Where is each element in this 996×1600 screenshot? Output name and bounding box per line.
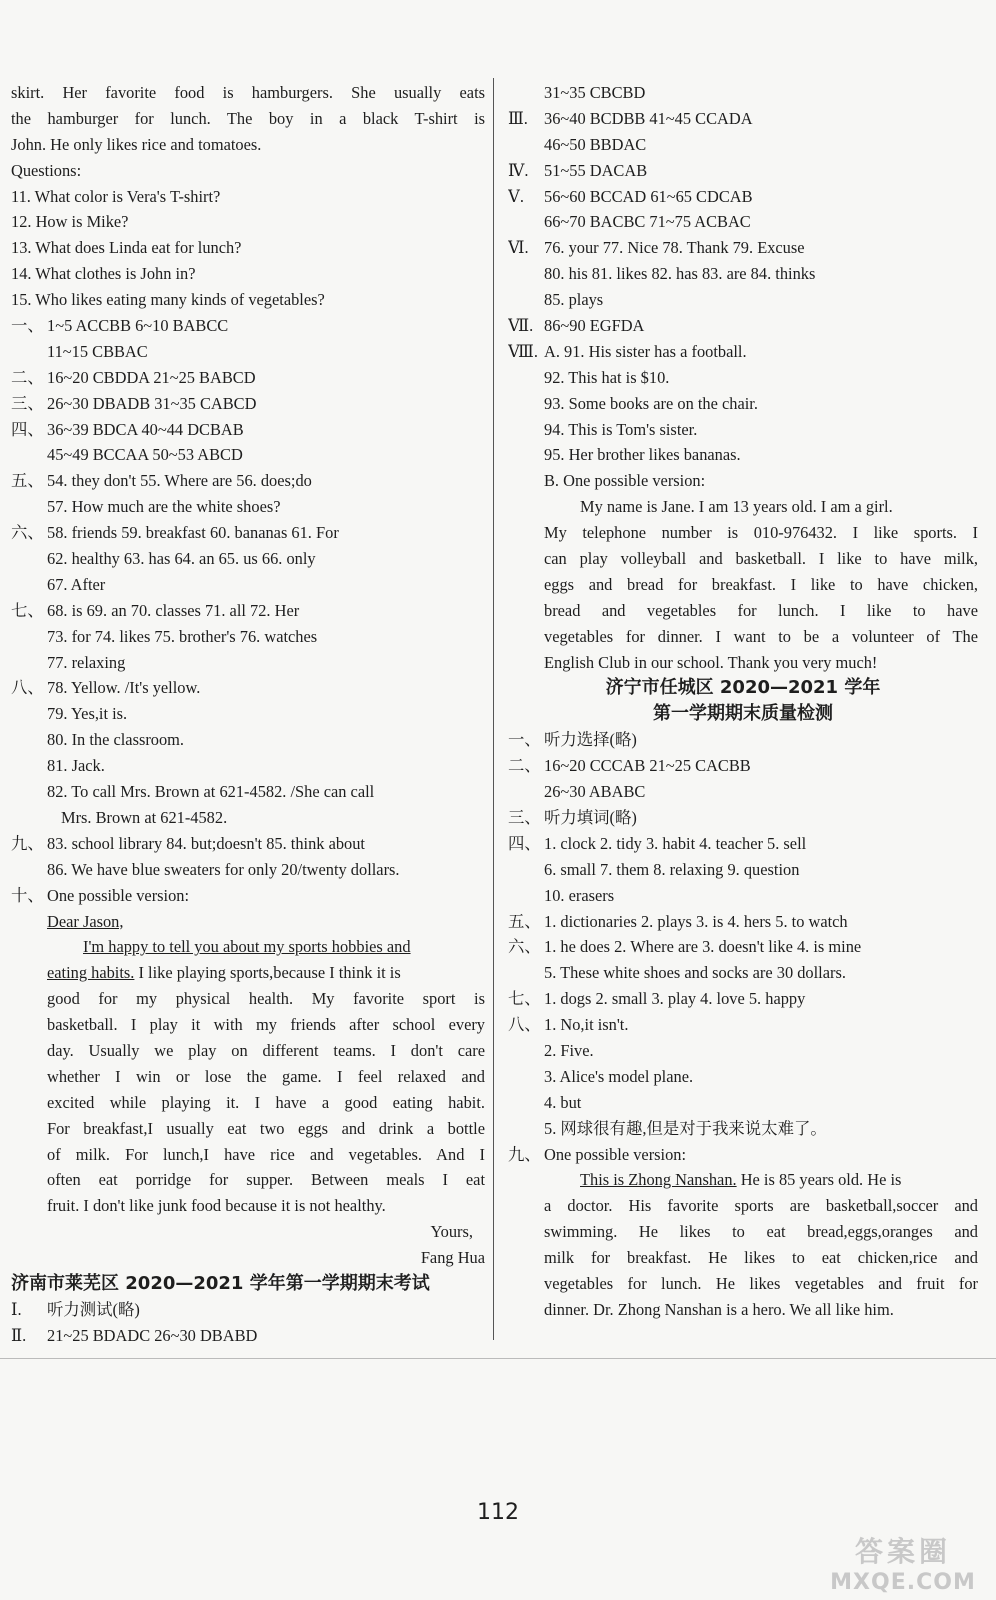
answer-line: 2. Five. [544, 1040, 594, 1060]
letter-greeting [11, 909, 485, 935]
watermark-text: 答案圈 [854, 1535, 951, 1568]
section-label: 六、 [11, 523, 44, 543]
section-label: 八、 [11, 678, 44, 698]
answer-line: 80. In the classroom. [47, 730, 185, 750]
left-column [11, 80, 485, 1349]
answer-text: 16~20 CBDDA 21~25 BABCD [47, 367, 256, 387]
answer-section-10 [11, 883, 485, 909]
essay-text: He is 85 years old. He is [736, 1170, 902, 1190]
essay-line [11, 960, 485, 986]
answer-text: 56~60 BCCAD 61~65 CDCAB [544, 186, 753, 206]
section-label: 三、 [11, 393, 44, 413]
section-label: Ⅶ. [508, 316, 534, 336]
answer-section-8 [11, 675, 485, 701]
answer-section-7 [11, 598, 485, 624]
answer-text: 1. dogs 2. small 3. play 4. love 5. happy [544, 989, 806, 1009]
answer-line: 5. 网球很有趣,但是对于我来说太难了。 [544, 1118, 827, 1138]
answer-text: 58. friends 59. breakfast 60. bananas 61. For [47, 523, 339, 543]
section-label: 四、 [508, 833, 541, 853]
text-line: John. He only likes rice and tomatoes. [11, 134, 262, 154]
answer-line: 77. relaxing [47, 652, 126, 672]
answer-section-r3 [508, 106, 978, 132]
answer-line: 26~30 ABABC [544, 782, 646, 802]
column-divider [493, 78, 494, 1340]
answer-text: 听力测试(略) [47, 1299, 140, 1319]
greeting-text: Dear Jason, [47, 911, 124, 931]
essay-line: dinner. Dr. Zhong Nanshan is a hero. We all like him. [544, 1299, 894, 1319]
answer-line: 95. Her brother likes bananas. [544, 445, 741, 465]
answer-section-r1 [11, 1297, 485, 1323]
answer-section-r2 [11, 1323, 485, 1349]
answer-text: 54. they don't 55. Where are 56. does;do [47, 471, 312, 491]
section-label: 一、 [508, 730, 541, 750]
answer-text: 听力填词(略) [544, 807, 637, 827]
section-label: 五、 [508, 911, 541, 931]
section-label: Ⅵ. [508, 238, 529, 258]
answer-text: One possible version: [544, 1144, 687, 1164]
section-label: 九、 [508, 1144, 541, 1164]
essay-text-underlined: This is Zhong Nanshan. [580, 1170, 737, 1190]
answer-line: 81. Jack. [47, 756, 105, 776]
essay-line [11, 934, 485, 960]
essay-line: My telephone number is 010-976432. I like sports. I [544, 523, 978, 543]
essay-line: day. Usually we play on different teams. I don't care [47, 1040, 485, 1060]
question-14: 14. What clothes is John in? [11, 264, 196, 284]
essay-line: eggs and bread for breakfast. I like to have chicken, [544, 574, 978, 594]
essay-line: often eat porridge for supper. Between meals I eat [47, 1170, 485, 1190]
exam-heading-line-1: 济宁市任城区 2020—2021 学年 [605, 677, 881, 699]
essay-line: My name is Jane. I am 13 years old. I am a girl. [580, 497, 893, 517]
answer-section-k3 [508, 805, 978, 831]
answer-line: 46~50 BBDAC [544, 134, 647, 154]
answer-text: 26~30 DBADB 31~35 CABCD [47, 393, 257, 413]
essay-line: English Club in our school. Thank you very much! [544, 652, 878, 672]
exam-heading-line-2: 第一学期期末质量检测 [653, 703, 833, 725]
section-label: 一、 [11, 316, 44, 336]
section-label: Ⅰ. [11, 1299, 22, 1319]
questions-label: Questions: [11, 160, 82, 180]
essay-text: I like playing sports,because I think it is [134, 963, 401, 983]
essay-line: whether I win or lose the game. I feel relaxed and [47, 1066, 485, 1086]
answer-line: 66~70 BACBC 71~75 ACBAC [544, 212, 751, 232]
answer-text: 36~40 BCDBB 41~45 CCADA [544, 108, 753, 128]
answer-line: 62. healthy 63. has 64. an 65. us 66. only [47, 549, 316, 569]
answer-section-2 [11, 365, 485, 391]
answer-section-k2 [508, 753, 978, 779]
answer-line: Mrs. Brown at 621-4582. [61, 807, 228, 827]
answer-line: 82. To call Mrs. Brown at 621-4582. /She can call [47, 782, 375, 802]
question-15: 15. Who likes eating many kinds of vegetables? [11, 290, 325, 310]
answer-section-k6 [508, 934, 978, 960]
answer-section-r4 [508, 158, 978, 184]
essay-line: swimming. He likes to eat bread,eggs,oranges and [544, 1222, 978, 1242]
section-label: 八、 [508, 1015, 541, 1035]
answer-line: 31~35 CBCBD [544, 83, 646, 102]
answer-section-k4 [508, 831, 978, 857]
essay-line: a doctor. His favorite sports are basketball,soccer and [544, 1196, 978, 1216]
answer-section-k8 [508, 1012, 978, 1038]
watermark-logo [828, 1530, 978, 1594]
answer-text: 21~25 BDADC 26~30 DBABD [47, 1325, 258, 1345]
section-label: Ⅴ. [508, 186, 524, 206]
page-number: 112 [477, 1500, 519, 1525]
answer-section-k1 [508, 727, 978, 753]
answer-line: 45~49 BCCAA 50~53 ABCD [47, 445, 243, 465]
answer-line: B. One possible version: [544, 471, 706, 491]
answer-text: 1. he does 2. Where are 3. doesn't like 4. is mine [544, 937, 862, 957]
answer-section-5 [11, 468, 485, 494]
answer-line: 86. We have blue sweaters for only 20/twenty dollars. [47, 859, 400, 879]
essay-line: can play volleyball and basketball. I like to have milk, [544, 549, 978, 569]
answer-text: 1. No,it isn't. [544, 1015, 629, 1035]
essay-line: vegetables for dinner. I want to be a volunteer of The [544, 626, 978, 646]
answer-line: 79. Yes,it is. [47, 704, 128, 724]
essay-line: fruit. I don't like junk food because it is not healthy. [47, 1196, 386, 1216]
section-label: 四、 [11, 419, 44, 439]
section-label: Ⅲ. [508, 108, 528, 128]
section-label: 七、 [508, 989, 541, 1009]
question-11: 11. What color is Vera's T-shirt? [11, 186, 221, 206]
essay-line: good for my physical health. My favorite sport is [47, 989, 485, 1009]
answer-section-r7 [508, 313, 978, 339]
section-label: 二、 [508, 756, 541, 776]
exam-heading: 济南市莱芜区 2020—2021 学年第一学期期末考试 [11, 1272, 430, 1294]
letter-signature: Fang Hua [420, 1248, 485, 1268]
answer-line: 85. plays [544, 290, 604, 310]
right-column [508, 80, 978, 1323]
essay-line: vegetables for lunch. He likes vegetables and fruit for [544, 1273, 978, 1293]
answer-section-k5 [508, 909, 978, 935]
page-bottom-rule [0, 1358, 996, 1359]
answer-text: 78. Yellow. /It's yellow. [47, 678, 201, 698]
essay-line [508, 1167, 978, 1193]
section-label: 九、 [11, 833, 44, 853]
answer-section-3 [11, 391, 485, 417]
answer-section-k9 [508, 1142, 978, 1168]
answer-line: 11~15 CBBAC [47, 341, 148, 361]
answer-text: 86~90 EGFDA [544, 316, 645, 336]
answer-line: 93. Some books are on the chair. [544, 393, 758, 413]
section-label: 六、 [508, 937, 541, 957]
answer-line: 73. for 74. likes 75. brother's 76. watches [47, 626, 318, 646]
answer-section-9 [11, 831, 485, 857]
answer-text: 1. dictionaries 2. plays 3. is 4. hers 5. to watch [544, 911, 848, 931]
answer-line: 4. but [544, 1092, 582, 1112]
section-label: Ⅷ. [508, 341, 538, 361]
answer-section-4 [11, 417, 485, 443]
watermark-url: MXQE.COM [830, 1570, 976, 1595]
essay-line: milk for breakfast. He likes to eat chicken,rice and [544, 1248, 978, 1268]
answer-section-r6 [508, 235, 978, 261]
answer-line: 3. Alice's model plane. [544, 1066, 694, 1086]
answer-text: 76. your 77. Nice 78. Thank 79. Excuse [544, 238, 805, 258]
answer-line: 94. This is Tom's sister. [544, 419, 698, 439]
answer-section-r5 [508, 184, 978, 210]
answer-section-6 [11, 520, 485, 546]
answer-text: A. 91. His sister has a football. [544, 341, 747, 361]
answer-section-r8 [508, 339, 978, 365]
essay-line: bread and vegetables for lunch. I like to have [544, 600, 978, 620]
essay-text-underlined: eating habits. [47, 963, 135, 983]
essay-line: basketball. I play it with my friends after school every [47, 1015, 485, 1035]
section-label: Ⅱ. [11, 1325, 27, 1345]
essay-text: I'm happy to tell you about my sports hobbies and [83, 937, 411, 957]
answer-line: 80. his 81. likes 82. has 83. are 84. thinks [544, 264, 816, 284]
section-label: 二、 [11, 367, 44, 387]
answer-section-1 [11, 313, 485, 339]
answer-line: 6. small 7. them 8. relaxing 9. question [544, 859, 800, 879]
answer-text: 51~55 DACAB [544, 160, 648, 180]
answer-text: One possible version: [47, 885, 190, 905]
answer-text: 36~39 BDCA 40~44 DCBAB [47, 419, 244, 439]
section-label: 三、 [508, 807, 541, 827]
section-label: Ⅳ. [508, 160, 529, 180]
answer-line: 10. erasers [544, 885, 615, 905]
answer-text: 1~5 ACCBB 6~10 BABCC [47, 316, 229, 336]
letter-closing: Yours, [430, 1222, 473, 1242]
question-13: 13. What does Linda eat for lunch? [11, 238, 242, 258]
essay-line: of milk. For lunch,I have rice and vegetables. And I [47, 1144, 485, 1164]
answer-text: 1. clock 2. tidy 3. habit 4. teacher 5. sell [544, 833, 807, 853]
answer-text: 16~20 CCCAB 21~25 CACBB [544, 756, 751, 776]
answer-text: 听力选择(略) [544, 730, 637, 750]
section-label: 七、 [11, 600, 44, 620]
essay-line: For breakfast,I usually eat two eggs and drink a bottle [47, 1118, 485, 1138]
section-label: 五、 [11, 471, 44, 491]
answer-line: 67. After [47, 574, 106, 594]
answer-line: 5. These white shoes and socks are 30 dollars. [544, 963, 846, 983]
section-label: 十、 [11, 885, 44, 905]
answer-section-k7 [508, 986, 978, 1012]
essay-line: excited while playing it. I have a good eating habit. [47, 1092, 485, 1112]
text-line: the hamburger for lunch. The boy in a black T-shirt is [11, 108, 485, 128]
answer-line: 92. This hat is $10. [544, 367, 670, 387]
answer-text: 68. is 69. an 70. classes 71. all 72. Her [47, 600, 300, 620]
answer-text: 83. school library 84. but;doesn't 85. think about [47, 833, 365, 853]
text-line: skirt. Her favorite food is hamburgers. She usually eats [11, 83, 485, 102]
question-12: 12. How is Mike? [11, 212, 129, 232]
answer-line: 57. How much are the white shoes? [47, 497, 281, 517]
